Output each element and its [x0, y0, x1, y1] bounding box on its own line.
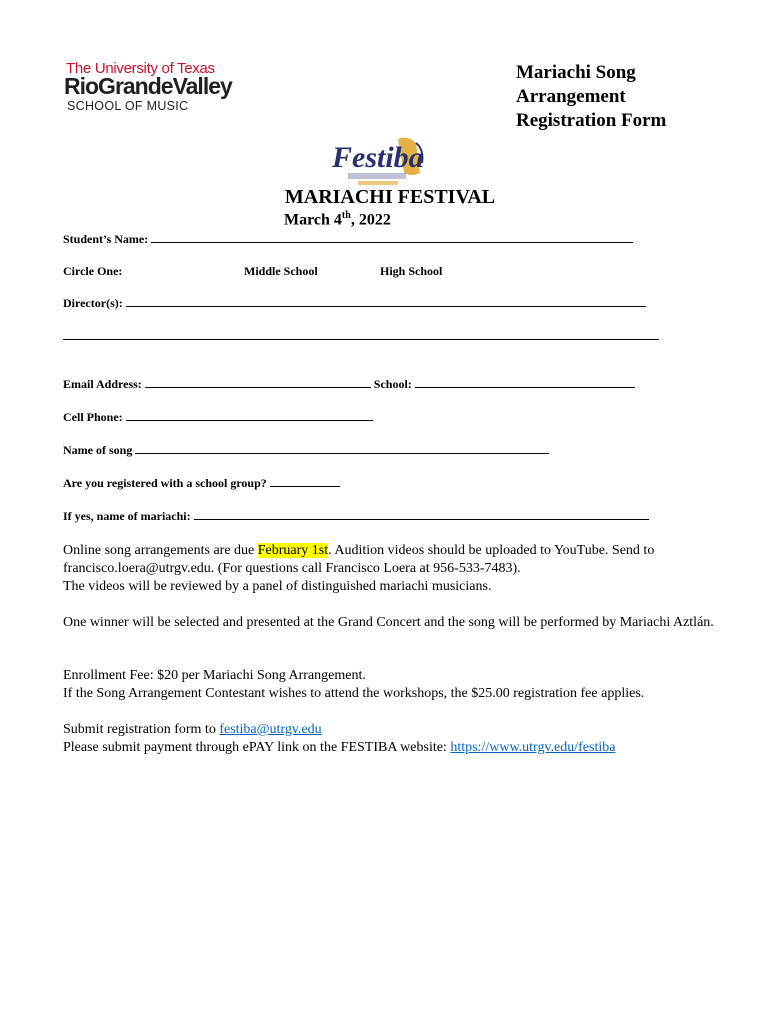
student-name-field[interactable]	[63, 232, 633, 247]
middle-school-option[interactable]: Middle School	[244, 264, 318, 278]
submit-line: Submit registration form to festiba@utrgv.edu	[63, 722, 322, 737]
form-title-line2: Arrangement	[516, 86, 626, 107]
cell-phone-field[interactable]	[63, 410, 373, 425]
directors-label: Director(s):	[63, 296, 123, 310]
mariachi-name-line[interactable]	[194, 509, 649, 520]
high-school-option[interactable]: High School	[380, 264, 443, 278]
circle-one-label: Circle One:	[63, 264, 123, 278]
mariachi-name-label: If yes, name of mariachi:	[63, 509, 191, 523]
song-name-label: Name of song	[63, 443, 133, 457]
payment-line: Please submit payment through ePAY link on the FESTIBA website: https://www.utrgv.edu/festiba	[63, 740, 616, 755]
festival-date: March 4th, 2022	[284, 210, 391, 229]
utrgv-logo-line1: The University of Texas	[66, 60, 215, 77]
utrgv-logo-line3: SCHOOL OF MUSIC	[67, 99, 189, 113]
email-label: Email Address:	[63, 377, 142, 391]
deadline-highlight: February 1st	[257, 543, 329, 558]
song-name-line[interactable]	[135, 443, 549, 454]
submit-paragraph	[63, 721, 733, 757]
school-label: School:	[373, 377, 412, 391]
cell-phone-label: Cell Phone:	[63, 410, 123, 424]
email-school-field[interactable]	[63, 377, 635, 392]
cell-phone-line[interactable]	[126, 410, 373, 421]
directors-field[interactable]	[63, 296, 646, 311]
winner-paragraph: One winner will be selected and presented at the Grand Concert and the song will be performed by Mariachi Aztlán.	[63, 615, 714, 630]
mariachi-name-field[interactable]	[63, 509, 649, 524]
directors-line-2[interactable]	[63, 329, 659, 340]
form-title-line1: Mariachi Song	[516, 62, 636, 83]
directors-field-2[interactable]	[63, 329, 659, 344]
utrgv-logo-line2: RioGrandeValley	[64, 73, 232, 99]
festiba-website-link[interactable]: https://www.utrgv.edu/festiba	[450, 740, 616, 755]
fee-line2: If the Song Arrangement Contestant wishes to attend the workshops, the $25.00 registration fee applies.	[63, 686, 645, 701]
registered-field[interactable]	[63, 476, 340, 491]
festiba-logo	[328, 133, 432, 193]
festiba-email-link[interactable]: festiba@utrgv.edu	[219, 722, 322, 737]
form-title	[516, 61, 736, 133]
school-line[interactable]	[415, 377, 635, 388]
deadline-paragraph: Online song arrangements are due February 1st. Audition videos should be uploaded to YouTube. Send to francisco.loera@utrgv.edu. (For questions call Francisco Loera at 956-533-7483). The videos will be reviewed by a panel of distinguished mariachi musicians.	[63, 543, 655, 594]
fee-paragraph	[63, 667, 733, 703]
student-name-label: Student’s Name:	[63, 232, 149, 246]
student-name-line[interactable]	[151, 232, 633, 243]
registered-line[interactable]	[270, 476, 340, 487]
directors-line[interactable]	[126, 296, 646, 307]
registered-label: Are you registered with a school group?	[63, 476, 267, 490]
fee-line1: Enrollment Fee: $20 per Mariachi Song Arrangement.	[63, 668, 366, 683]
email-line[interactable]	[145, 377, 371, 388]
festiba-logo-text: Festiba	[332, 141, 424, 174]
form-title-line3: Registration Form	[516, 110, 667, 131]
festival-title: MARIACHI FESTIVAL	[284, 186, 496, 208]
song-name-field[interactable]	[63, 443, 549, 458]
